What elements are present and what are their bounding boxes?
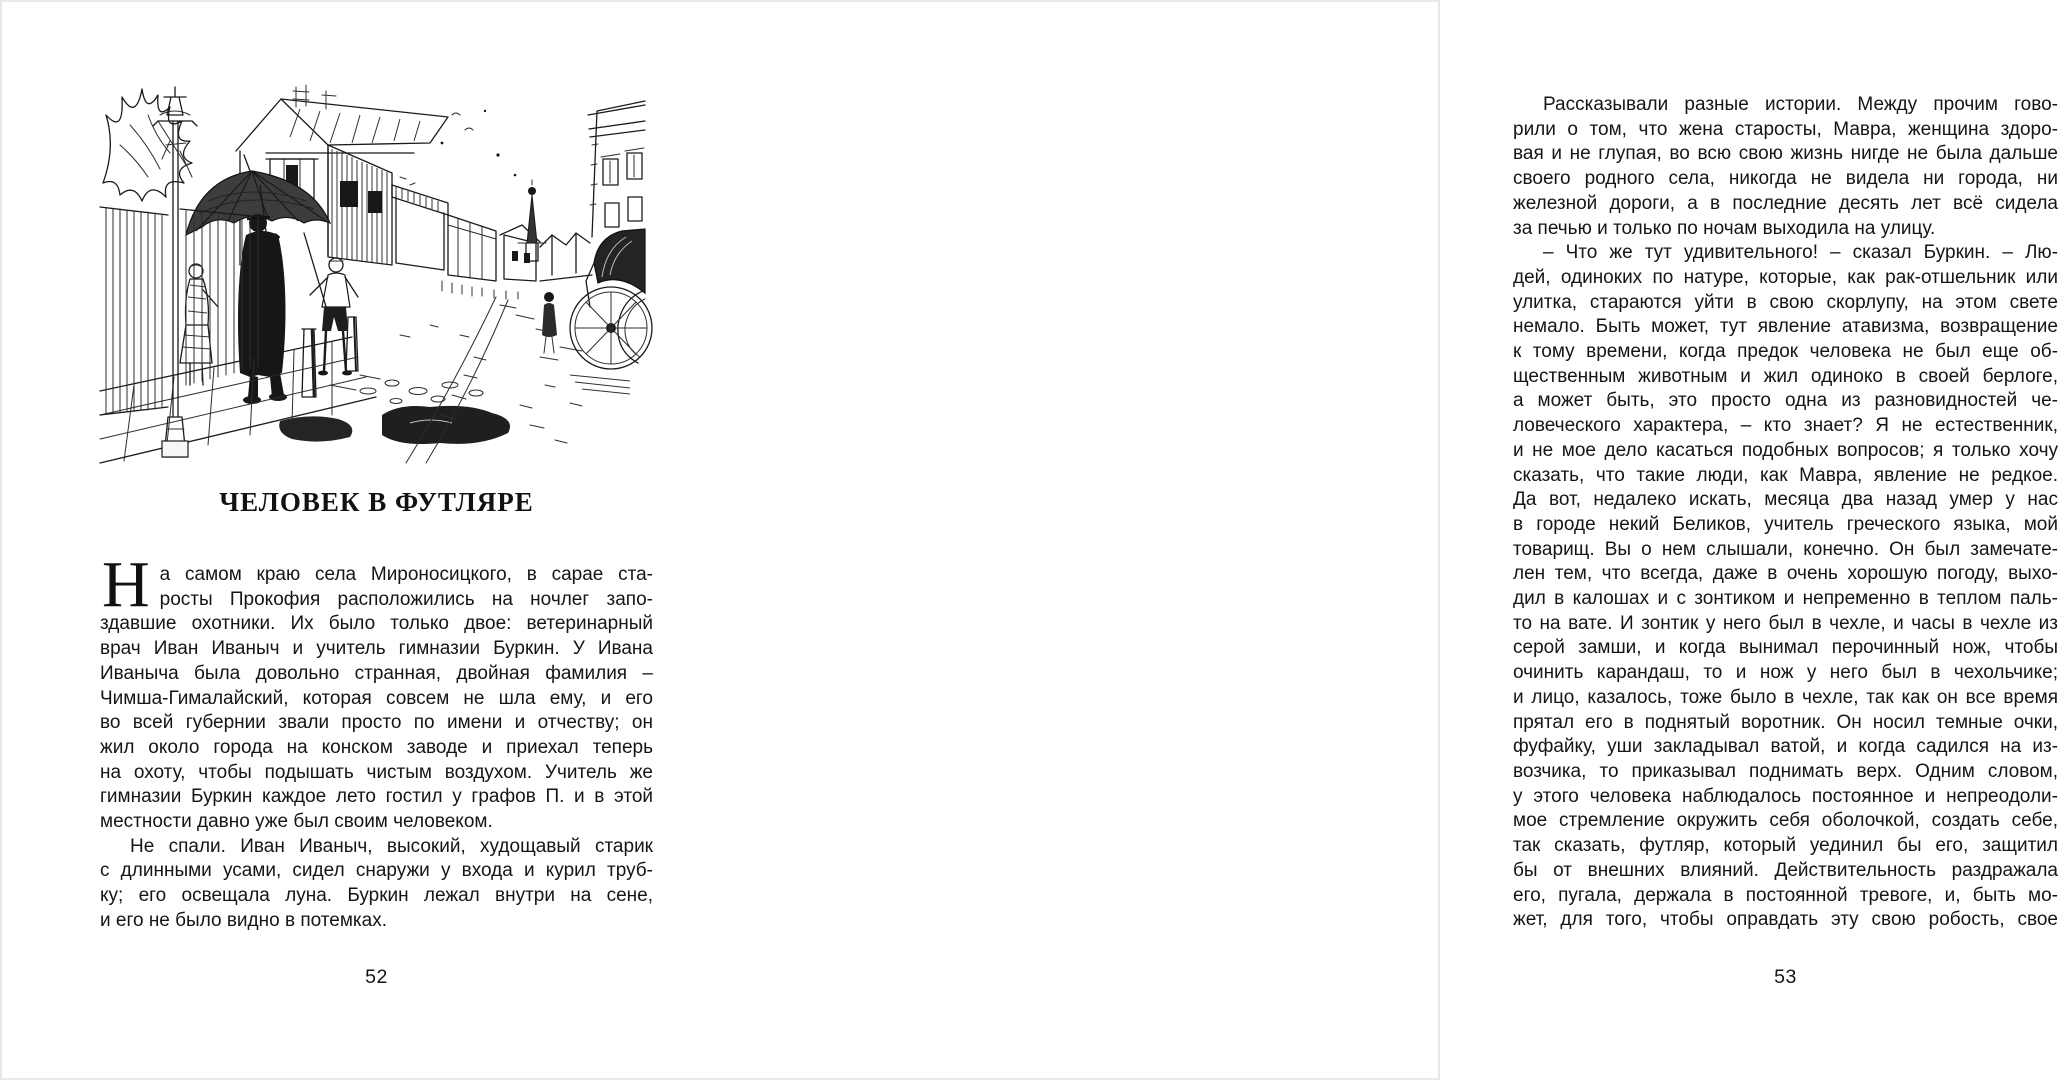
text-line: а самом краю села Мироносицкого, в сарае ста- xyxy=(159,564,653,585)
text-line: жил около города на конском заводе и приехал теперь xyxy=(100,736,653,758)
text-line: ку; его освещала луна. Буркин лежал внутри на сене, xyxy=(100,885,653,907)
text-line: его, пугала, держала в постоянной тревоге, и, быть мо- xyxy=(1513,884,2058,906)
text-line: Чимша-Гималайский, которая совсем не шла ему, и его xyxy=(100,687,653,709)
text-line: фуфайку, уши закладывал ватой, и когда садился на из- xyxy=(1513,736,2058,758)
text-line: так сказать, футляр, который уединил бы его, защитил xyxy=(1513,835,2058,857)
text-line: мое стремление окружить себя оболочкой, создать себе, xyxy=(1513,810,2058,832)
page-number-left: 52 xyxy=(365,966,388,988)
text-line: то на вате. И зонтик у него был в чехле, и часы в чехле из xyxy=(1513,612,2058,634)
text-line: Да вот, недалеко искать, месяца два назад умер у нас xyxy=(1513,489,2058,511)
text-line: а может быть, это просто одна из разновидностей че- xyxy=(1513,390,2058,412)
house-side-wall xyxy=(328,145,392,265)
carriage xyxy=(570,229,652,394)
text-line: Иваныча была довольно странная, двойная фамилия – xyxy=(100,662,653,684)
text-line: дил в калошах и с зонтиком и непременно в теплом паль- xyxy=(1513,588,2058,610)
text-line: бы от внешних влияний. Действительность раздражала xyxy=(1513,859,2058,881)
text-line: на охоту, чтобы подышать чистым воздухом. Учитель же xyxy=(100,761,653,783)
text-line: в городе некий Беликов, учитель греческого языка, мой xyxy=(1513,513,2058,535)
text-line: дей, одиноких по натуре, которые, как рак-отшельник или xyxy=(1513,266,2058,288)
text-line: и не мое дело касаться подобных вопросов; я только хочу xyxy=(1513,439,2058,461)
text-line: ловеческого характера, – кто знает? Я не естественник, xyxy=(1513,415,2058,437)
text-line: местности давно уже был своим человеком. xyxy=(100,811,493,833)
right-page-text xyxy=(1513,93,2058,933)
page-number-right: 53 xyxy=(1774,966,1797,988)
birds xyxy=(400,113,473,185)
text-line: очинить карандаш, то и нож у него был в чехольчике; xyxy=(1513,662,2058,684)
text-line: лен тем, что всегда, даже в очень хорошую погоду, выхо- xyxy=(1513,563,2058,585)
text-line: вая и не глупая, во всю свою жизнь нигде не была дальше xyxy=(1513,143,2058,165)
text-line: возчика, то приказывал поднимать верх. Одним словом, xyxy=(1513,760,2058,782)
street-scene-illustration xyxy=(100,85,645,463)
page-left xyxy=(0,0,720,1080)
text-line: жет, для того, чтобы оправдать эту свою робость, свое xyxy=(1513,909,2058,931)
text-line: товарищ. Вы о нем слышали, конечно. Он был замечате- xyxy=(1513,538,2058,560)
chapter-title: ЧЕЛОВЕК В ФУТЛЯРЕ xyxy=(219,487,534,517)
text-line: у этого человека наблюдалось постоянное и непреодоли- xyxy=(1513,785,2058,807)
text-line: прятал его в поднятый воротник. Он носил темные очки, xyxy=(1513,711,2058,733)
left-page-text xyxy=(100,548,653,934)
text-line: росты Прокофия расположились на ночлег запо- xyxy=(159,588,653,610)
drop-cap: Н xyxy=(102,548,150,621)
text-line: – Что же тут удивительного! – сказал Буркин. – Лю- xyxy=(1543,242,2058,264)
text-line: и его не было видно в потемках. xyxy=(100,909,387,931)
text-line: за печью и только по ночам выходила на улицу. xyxy=(1513,217,1936,239)
text-line: серой замши, и когда вынимал перочинный нож, чтобы xyxy=(1513,637,2058,659)
church-spire xyxy=(518,180,546,261)
text-line: Рассказывали разные истории. Между прочим гово- xyxy=(1543,94,2058,115)
text-line: рили о том, что жена старосты, Мавра, женщина здоро- xyxy=(1513,118,2058,140)
distant-pedestrian xyxy=(540,292,558,360)
text-line: к тому времени, когда предок человека не был еще об- xyxy=(1513,341,2058,363)
text-line: немало. Быть может, тут явление атавизма, возвращение xyxy=(1513,316,2058,338)
text-line: врач Иван Иваныч и учитель гимназии Буркин. У Ивана xyxy=(100,638,653,660)
right-building xyxy=(588,101,645,237)
text-line: своего родного села, никогда не видела ни города, ни xyxy=(1513,168,2058,190)
text-line: и лицо, казалось, тоже было в чехле, так как он все время xyxy=(1513,686,2058,708)
text-line: здавшие охотники. Их было только двое: ветеринарный xyxy=(100,613,653,635)
text-line: гимназии Буркин каждое лето гостил у графов П. и в этой xyxy=(100,786,653,808)
text-line: во всей губернии звали просто по имени и отчеству; он xyxy=(100,712,653,734)
street-buildings xyxy=(392,185,592,299)
text-line: железной дороги, а в последние десять лет всё сидела xyxy=(1513,192,2058,214)
text-line: щественным животным и жил одиноко в своей берлоге, xyxy=(1513,365,2058,387)
text-line: сказать, что такие люди, как Мавра, явление не редкое. xyxy=(1513,464,2058,486)
text-line: Не спали. Иван Иваныч, высокий, худощавый старик xyxy=(130,835,653,857)
page-right xyxy=(720,0,2058,1080)
text-line: с длинными усами, сидел снаружи у входа и курил труб- xyxy=(100,860,653,882)
text-line: улитка, стараются уйти в свою скорлупу, на этом свете xyxy=(1513,291,2058,313)
